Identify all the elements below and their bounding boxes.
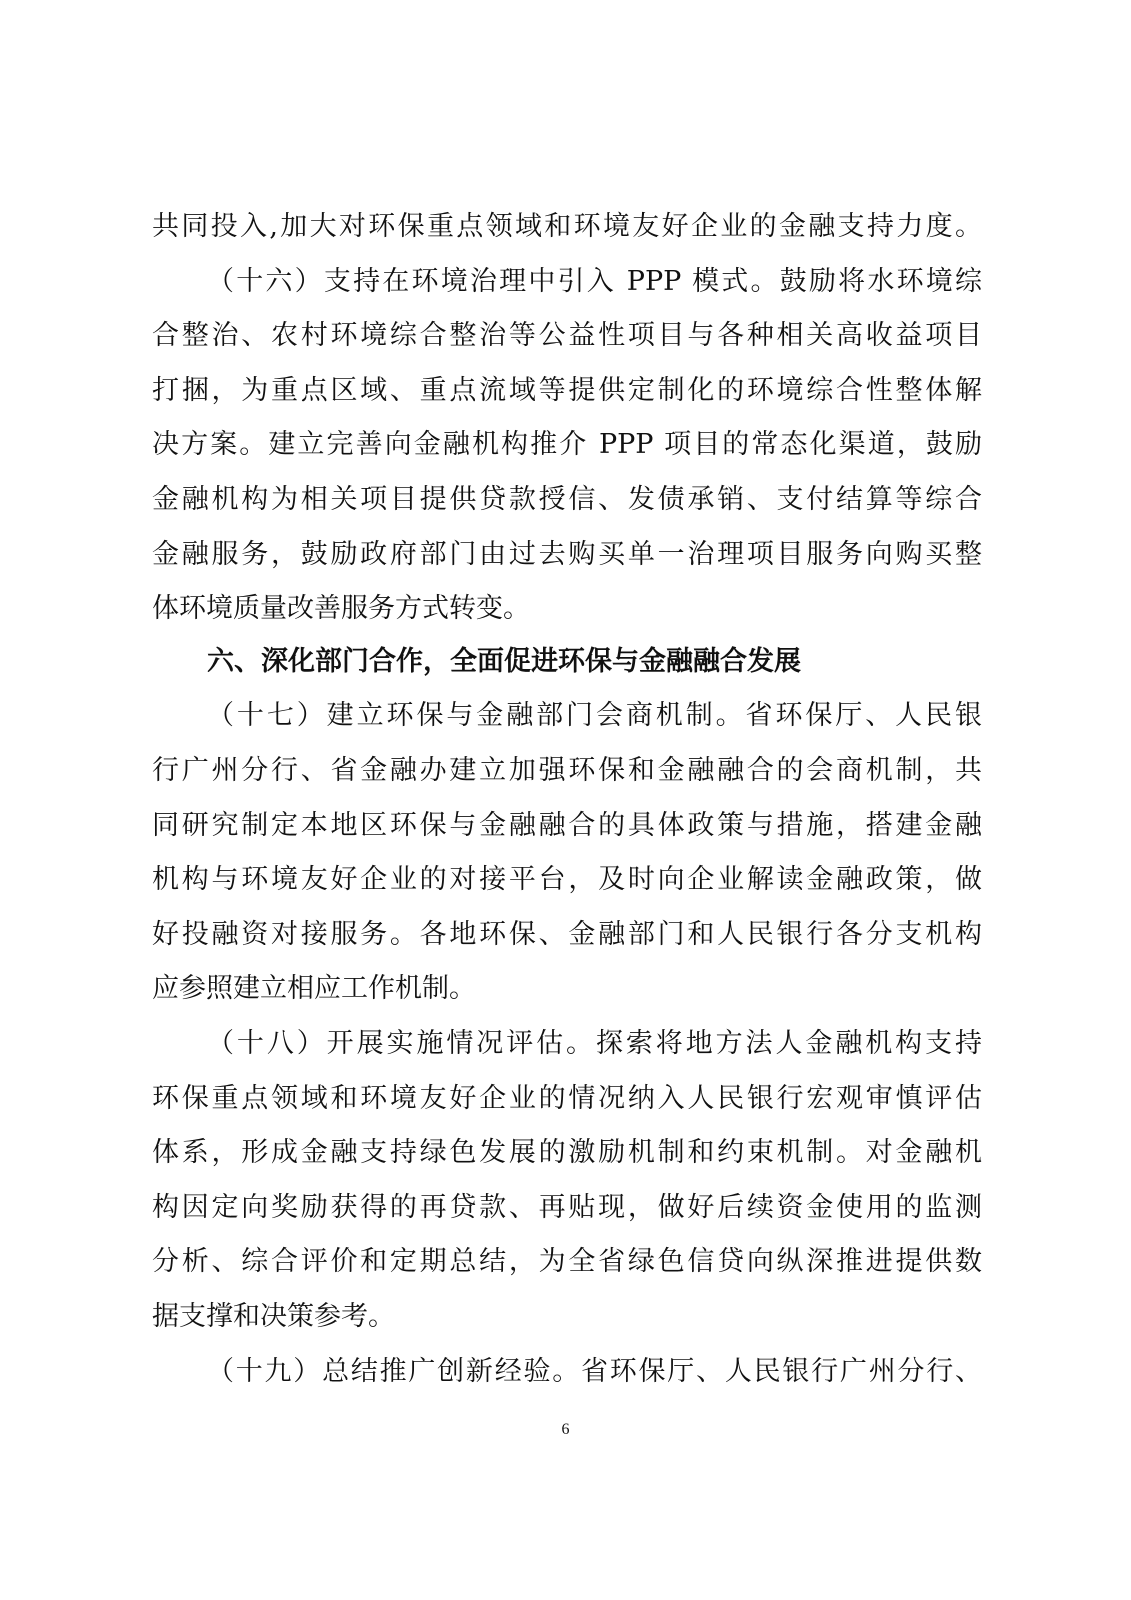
text-line: （十九）总结推广创新经验。省环保厅、人民银行广州分行、 [207,1356,982,1387]
text-line: 构因定向奖励获得的再贷款、再贴现，做好后续资金使用的监测 [152,1192,982,1223]
section-heading: 六、深化部门合作，全面促进环保与金融融合发展 [207,646,801,677]
text-line: 打捆，为重点区域、重点流域等提供定制化的环境综合性整体解 [152,375,982,406]
text-line: 应参照建立相应工作机制。 [152,973,476,1004]
text-line: 行广州分行、省金融办建立加强环保和金融融合的会商机制，共 [152,755,982,786]
text-line: 共同投入,加大对环保重点领域和环境友好企业的金融支持力度。 [152,211,982,242]
text-line: 决方案。建立完善向金融机构推介 PPP 项目的常态化渠道，鼓励 [152,429,982,460]
text-line: （十六）支持在环境治理中引入 PPP 模式。鼓励将水环境综 [207,266,982,297]
text-line: （十七）建立环保与金融部门会商机制。省环保厅、人民银 [207,700,982,731]
text-line: 体环境质量改善服务方式转变。 [152,593,530,624]
text-line: 合整治、农村环境综合整治等公益性项目与各种相关高收益项目 [152,320,982,351]
text-line: 同研究制定本地区环保与金融融合的具体政策与措施，搭建金融 [152,810,982,841]
text-line: 分析、综合评价和定期总结，为全省绿色信贷向纵深推进提供数 [152,1246,982,1277]
text-line: 金融服务，鼓励政府部门由过去购买单一治理项目服务向购买整 [152,539,982,570]
page-number: 6 [561,1421,570,1438]
text-line: 金融机构为相关项目提供贷款授信、发债承销、支付结算等综合 [152,484,982,515]
text-line: 据支撑和决策参考。 [152,1301,395,1332]
text-line: 环保重点领域和环境友好企业的情况纳入人民银行宏观审慎评估 [152,1083,982,1114]
text-line: 好投融资对接服务。各地环保、金融部门和人民银行各分支机构 [152,919,982,950]
text-line: （十八）开展实施情况评估。探索将地方法人金融机构支持 [207,1028,982,1059]
text-line: 体系，形成金融支持绿色发展的激励机制和约束机制。对金融机 [152,1137,982,1168]
text-line: 机构与环境友好企业的对接平台，及时向企业解读金融政策，做 [152,864,982,895]
